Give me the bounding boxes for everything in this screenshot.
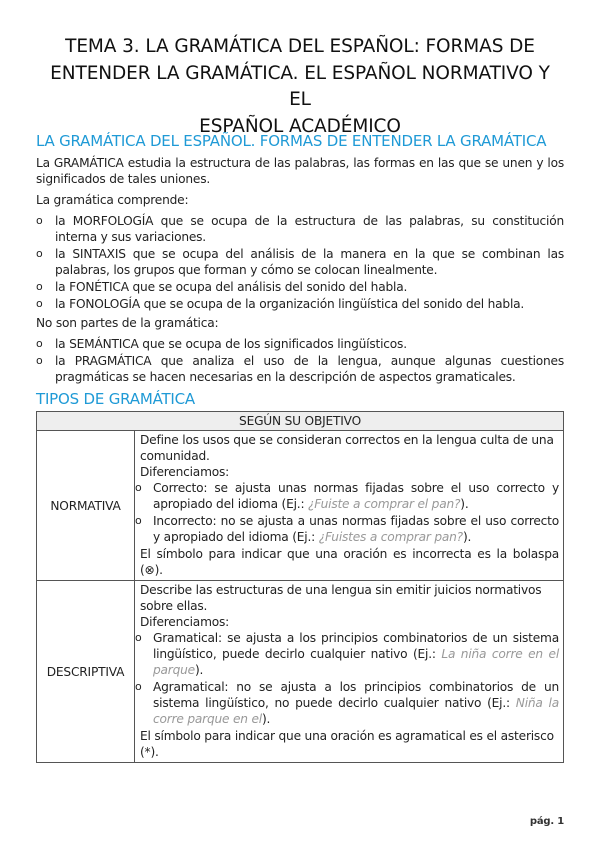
document-body — [36, 131, 564, 763]
list-item — [36, 353, 564, 385]
list-item — [36, 246, 564, 278]
bullet-icon: o — [135, 481, 142, 494]
row-label: NORMATIVA — [37, 431, 135, 581]
page-number: pág. 1 — [529, 816, 564, 827]
bullet-icon: o — [135, 631, 142, 644]
bullet-icon: o — [36, 214, 43, 227]
item-end: ). — [460, 497, 469, 511]
example-text: La niña corre en el parque — [153, 647, 560, 677]
list-item — [135, 630, 559, 678]
list-item — [36, 213, 564, 245]
symbol-note: El símbolo para indicar que una oración es incorrecta es la bolaspa (⊗). — [140, 547, 559, 577]
row-subheading: Diferenciamos: — [140, 465, 230, 479]
section-heading: LA GRAMÁTICA DEL ESPAÑOL. FORMAS DE ENTENDER LA GRAMÁTICA — [36, 132, 547, 150]
list-item-text: la FONOLOGÍA que se ocupa de la organización lingüística del sonido del habla. — [55, 297, 525, 311]
item-text: Incorrecto: no se ajusta a unas normas fijadas sobre el uso correcto y apropiado del idioma (Ej.: — [153, 514, 559, 544]
item-text: Correcto: se ajusta unas normas fijadas sobre el uso correcto y apropiado del idioma (Ej.: — [153, 481, 559, 511]
table-row — [37, 581, 564, 763]
list-item — [135, 513, 559, 545]
list-item — [135, 480, 559, 512]
list-item-text: la FONÉTICA que se ocupa del análisis del sonido del habla. — [55, 280, 408, 294]
bullet-icon: o — [36, 297, 43, 310]
list-item — [36, 296, 564, 312]
list-item-text: la SEMÁNTICA que se ocupa de los significados lingüísticos. — [55, 337, 407, 351]
exclusion-list — [36, 336, 564, 385]
paragraph: La gramática comprende: — [36, 193, 189, 207]
table-header: SEGÚN SU OBJETIVO — [37, 412, 564, 431]
example-text: ¿Fuistes a comprar pan? — [318, 530, 463, 544]
example-text: ¿Fuiste a comprar el pan? — [308, 497, 461, 511]
list-item — [36, 279, 564, 295]
row-description: Describe las estructuras de una lengua sin emitir juicios normativos sobre ellas. — [140, 583, 542, 613]
table-row — [37, 431, 564, 581]
section-heading: TIPOS DE GRAMÁTICA — [36, 390, 195, 408]
list-item-text: la PRAGMÁTICA que analiza el uso de la lengua, aunque algunas cuestiones pragmáticas se hacen necesarias en la descripción de aspectos gramaticales. — [55, 354, 564, 384]
item-text: Agramatical: no se ajusta a los principios combinatorios de un sistema lingüístico, no puede decirlo cualquier nativo (Ej.: — [153, 680, 559, 710]
list-item-text: la SINTAXIS que se ocupa del análisis de la manera en la que se combinan las palabras, los grupos que forman y cómo se colocan linealmente. — [55, 247, 564, 277]
row-content — [135, 581, 564, 763]
item-end: ). — [462, 530, 472, 544]
paragraph: La GRAMÁTICA estudia la estructura de las palabras, las formas en las que se unen y los significados de tales uniones. — [36, 156, 564, 186]
list-item — [135, 679, 559, 727]
item-end: ). — [261, 712, 271, 726]
bullet-icon: o — [36, 354, 43, 367]
list-item-text: la MORFOLOGÍA que se ocupa de la estructura de las palabras, su constitución interna y sus variaciones. — [55, 214, 564, 244]
example-text: Niña la corre parque en el — [153, 696, 559, 726]
paragraph: No son partes de la gramática: — [36, 316, 219, 330]
bullet-icon: o — [135, 514, 142, 527]
item-end: ). — [194, 663, 204, 677]
bullet-icon: o — [36, 247, 43, 260]
title-line: ENTENDER LA GRAMÁTICA. EL ESPAÑOL NORMATIVO Y EL — [50, 62, 550, 110]
document-title — [40, 34, 560, 140]
row-subheading: Diferenciamos: — [140, 615, 230, 629]
symbol-note: El símbolo para indicar que una oración es agramatical es el asterisco (*). — [140, 729, 554, 759]
title-line: ESPAÑOL ACADÉMICO — [199, 115, 401, 137]
component-list — [36, 213, 564, 312]
row-description: Define los usos que se consideran correctos en la lengua culta de una comunidad. — [140, 433, 554, 463]
bullet-icon: o — [36, 337, 43, 350]
item-text: Gramatical: se ajusta a los principios combinatorios de un sistema lingüístico, puede decirlo cualquier nativo (Ej.: — [153, 631, 559, 661]
list-item — [36, 336, 564, 352]
bullet-icon: o — [135, 680, 142, 693]
grammar-types-table — [36, 411, 564, 763]
title-line: TEMA 3. LA GRAMÁTICA DEL ESPAÑOL: FORMAS DE — [65, 36, 535, 57]
row-content — [135, 431, 564, 581]
row-label: DESCRIPTIVA — [37, 581, 135, 763]
bullet-icon: o — [36, 280, 43, 293]
